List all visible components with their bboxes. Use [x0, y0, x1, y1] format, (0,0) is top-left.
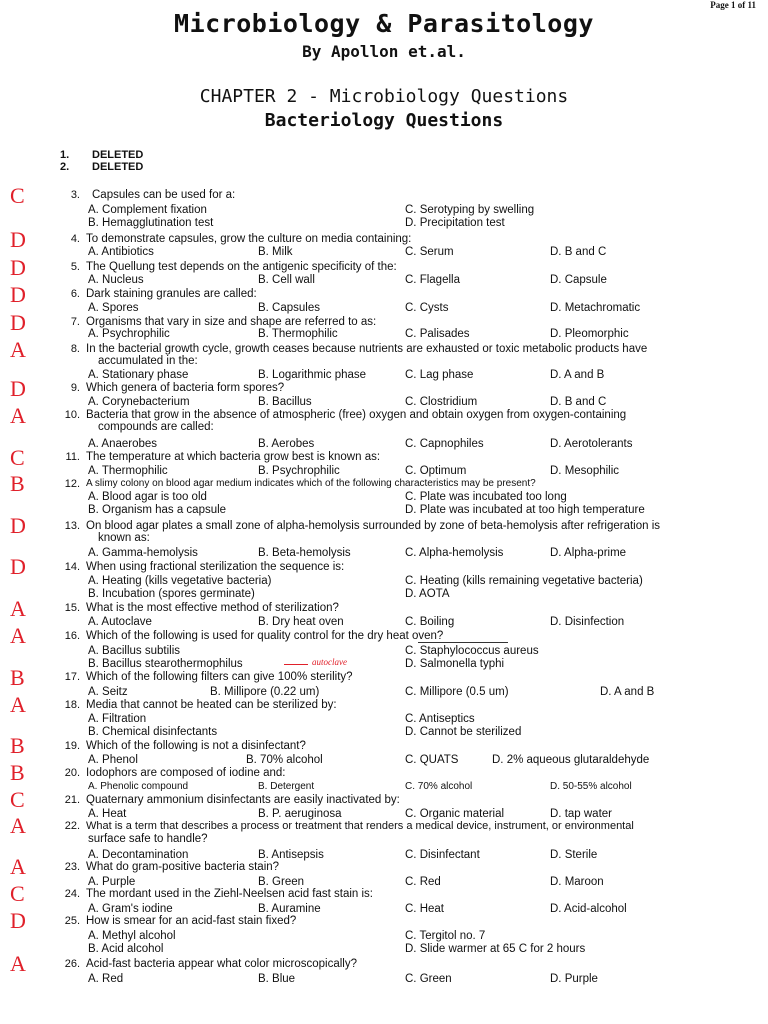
- authors: By Apollon et.al.: [302, 42, 466, 61]
- option: C. Heating (kills remaining vegetative bacteria): [405, 575, 643, 587]
- question-number: 10.: [64, 409, 80, 421]
- option: C. Tergitol no. 7: [405, 930, 486, 942]
- option: B. Capsules: [258, 302, 321, 314]
- question-number: 3.: [70, 189, 80, 201]
- option: C. Clostridium: [405, 396, 478, 408]
- question-number: 6.: [70, 288, 80, 300]
- option: D. Alpha-prime: [550, 547, 627, 559]
- option: D. B and C: [550, 396, 607, 408]
- option: B. Aerobes: [258, 438, 315, 450]
- question-text: How is smear for an acid-fast stain fixed?: [86, 915, 297, 927]
- document-title: Microbiology & Parasitology: [174, 9, 594, 38]
- deleted-number: 2.: [60, 161, 70, 173]
- question-text: What is a term that describes a process or treatment that renders a medical device, instrument, or environmental: [86, 820, 634, 832]
- answer-mark: D: [10, 908, 26, 933]
- option: D. 50-55% alcohol: [550, 781, 632, 792]
- option: B. Green: [258, 876, 305, 888]
- option: C. Boiling: [405, 616, 455, 628]
- question-text: accumulated in the:: [98, 355, 198, 367]
- chapter-heading: CHAPTER 2 - Microbiology Questions: [199, 86, 569, 107]
- question-text: known as:: [98, 532, 150, 544]
- option: D. Acid-alcohol: [550, 903, 627, 915]
- option: A. Decontamination: [88, 849, 189, 861]
- option: A. Gram's iodine: [88, 903, 173, 915]
- option: D. AOTA: [405, 588, 450, 600]
- question-number: 17.: [64, 671, 80, 683]
- question-text: Media that cannot be heated can be sterilized by:: [86, 699, 337, 711]
- option: A. Corynebacterium: [88, 396, 190, 408]
- option: A. Heating (kills vegetative bacteria): [88, 575, 272, 587]
- question-number: 5.: [70, 261, 80, 273]
- deleted-text: DELETED: [92, 161, 144, 173]
- answer-mark: D: [10, 282, 26, 307]
- option: B. Bacillus stearothermophilus: [88, 658, 243, 670]
- question-number: 18.: [64, 699, 80, 711]
- question-number: 8.: [70, 343, 80, 355]
- option: B. Dry heat oven: [258, 616, 344, 628]
- question-number: 13.: [64, 520, 80, 532]
- question-text: What do gram-positive bacteria stain?: [86, 861, 280, 873]
- question-text: Acid-fast bacteria appear what color microscopically?: [86, 958, 358, 970]
- question-number: 25.: [64, 915, 80, 927]
- question-text: Which of the following is not a disinfectant?: [86, 740, 306, 752]
- question-text: In the bacterial growth cycle, growth ceases because nutrients are exhausted or toxic metabolic products have: [86, 343, 648, 355]
- answer-mark: B: [10, 665, 25, 690]
- answer-mark: D: [10, 513, 26, 538]
- question-text: Which genera of bacteria form spores?: [86, 382, 285, 394]
- option: C. QUATS: [405, 754, 459, 766]
- option: A. Antibiotics: [88, 246, 154, 258]
- option: A. Methyl alcohol: [88, 930, 176, 942]
- option: C. Green: [405, 973, 452, 985]
- answer-mark: A: [10, 403, 26, 428]
- option: C. Organic material: [405, 808, 505, 820]
- answer-mark: A: [10, 596, 26, 621]
- option: C. Antiseptics: [405, 713, 475, 725]
- question-text: Dark staining granules are called:: [86, 288, 257, 300]
- answer-mark: D: [10, 227, 26, 252]
- question-text: Quaternary ammonium disinfectants are easily inactivated by:: [86, 794, 400, 806]
- option: A. Anaerobes: [88, 438, 158, 450]
- option: D. Metachromatic: [550, 302, 641, 314]
- option: A. Filtration: [88, 713, 147, 725]
- answer-mark: A: [10, 692, 26, 717]
- option: A. Complement fixation: [88, 204, 207, 216]
- answer-mark: A: [10, 623, 26, 648]
- option: C. Alpha-hemolysis: [405, 547, 504, 559]
- option: D. Plate was incubated at too high temperature: [405, 504, 645, 516]
- deleted-number: 1.: [60, 149, 70, 161]
- page-number: Page 1 of 11: [710, 0, 756, 10]
- option: A. Bacillus subtilis: [88, 645, 181, 657]
- option: D. Maroon: [550, 876, 604, 888]
- answer-mark: A: [10, 337, 26, 362]
- option: A. Blood agar is too old: [88, 491, 207, 503]
- question-text: To demonstrate capsules, grow the culture on media containing:: [86, 233, 412, 245]
- option: D. B and C: [550, 246, 607, 258]
- answer-mark: B: [10, 471, 25, 496]
- answer-mark: D: [10, 554, 26, 579]
- question-text: Which of the following is used for quality control for the dry heat oven?: [86, 630, 444, 642]
- option: B. Detergent: [258, 781, 315, 792]
- question-text: Iodophors are composed of iodine and:: [86, 767, 286, 779]
- option: A. Seitz: [88, 686, 128, 698]
- option: A. Autoclave: [88, 616, 152, 628]
- option: C. Lag phase: [405, 369, 474, 381]
- answer-mark: A: [10, 854, 26, 879]
- option: D. Salmonella typhi: [405, 658, 505, 670]
- option: B. Auramine: [258, 903, 321, 915]
- option: C. Cysts: [405, 302, 449, 314]
- option: A. Heat: [88, 808, 127, 820]
- option: D. Purple: [550, 973, 598, 985]
- answer-mark: C: [10, 183, 25, 208]
- answer-mark: B: [10, 733, 25, 758]
- question-number: 20.: [64, 767, 80, 779]
- option: C. Palisades: [405, 328, 470, 340]
- question-number: 22.: [64, 820, 80, 832]
- option: D. A and B: [550, 369, 605, 381]
- section-heading: Bacteriology Questions: [264, 110, 504, 131]
- option: D. Slide warmer at 65 C for 2 hours: [405, 943, 586, 955]
- question-number: 19.: [64, 740, 80, 752]
- question-text: The Quellung test depends on the antigenic specificity of the:: [86, 261, 397, 273]
- option: B. Chemical disinfectants: [88, 726, 218, 738]
- option: C. Disinfectant: [405, 849, 480, 861]
- option: C. Red: [405, 876, 441, 888]
- option: B. Antisepsis: [258, 849, 324, 861]
- option: D. Sterile: [550, 849, 598, 861]
- option: C. Plate was incubated too long: [405, 491, 567, 503]
- option: C. 70% alcohol: [405, 781, 473, 792]
- question-text: Capsules can be used for a:: [92, 189, 236, 201]
- answer-mark: C: [10, 881, 25, 906]
- option: C. Heat: [405, 903, 444, 915]
- option: B. Millipore (0.22 um): [210, 686, 320, 698]
- question-text: When using fractional sterilization the sequence is:: [86, 561, 345, 573]
- question-number: 7.: [70, 316, 80, 328]
- option: C. Optimum: [405, 465, 467, 477]
- question-text: What is the most effective method of sterilization?: [86, 602, 339, 614]
- option: B. Milk: [258, 246, 293, 258]
- answer-mark: C: [10, 445, 25, 470]
- option: C. Capnophiles: [405, 438, 484, 450]
- option: A. Thermophilic: [88, 465, 168, 477]
- option: D. 2% aqueous glutaraldehyde: [492, 754, 650, 766]
- option: A. Spores: [88, 302, 139, 314]
- question-number: 26.: [64, 958, 80, 970]
- question-text: compounds are called:: [98, 421, 214, 433]
- option: B. 70% alcohol: [246, 754, 323, 766]
- option: B. Hemagglutination test: [88, 217, 214, 229]
- option: B. Incubation (spores germinate): [88, 588, 255, 600]
- option: C. Millipore (0.5 um): [405, 686, 509, 698]
- option: A. Red: [88, 973, 124, 985]
- handwritten-note: autoclave: [312, 657, 347, 667]
- option: D. A and B: [600, 686, 655, 698]
- option: B. Logarithmic phase: [258, 369, 367, 381]
- option: B. Beta-hemolysis: [258, 547, 351, 559]
- underline-mark: [418, 642, 508, 643]
- question-number: 16.: [64, 630, 80, 642]
- answer-mark: C: [10, 787, 25, 812]
- option: B. Organism has a capsule: [88, 504, 227, 516]
- question-text: Which of the following filters can give 100% sterility?: [86, 671, 353, 683]
- answer-mark: D: [10, 255, 26, 280]
- question-text: surface safe to handle?: [88, 833, 208, 845]
- option: B. Cell wall: [258, 274, 315, 286]
- option: A. Phenolic compound: [88, 781, 189, 792]
- option: D. Precipitation test: [405, 217, 505, 229]
- question-text: Bacteria that grow in the absence of atmospheric (free) oxygen and obtain oxygen from oxygen-containing: [86, 409, 627, 421]
- question-number: 14.: [64, 561, 80, 573]
- option: A. Gamma-hemolysis: [88, 547, 198, 559]
- option: B. Acid alcohol: [88, 943, 164, 955]
- question-text: Organisms that vary in size and shape are referred to as:: [86, 316, 377, 328]
- option: D. Pleomorphic: [550, 328, 629, 340]
- option: A. Psychrophilic: [88, 328, 170, 340]
- option: D. Aerotolerants: [550, 438, 633, 450]
- option: B. Blue: [258, 973, 296, 985]
- option: A. Nucleus: [88, 274, 144, 286]
- question-number: 9.: [70, 382, 80, 394]
- option: D. Mesophilic: [550, 465, 620, 477]
- question-number: 12.: [64, 478, 80, 490]
- option: A. Stationary phase: [88, 369, 189, 381]
- answer-mark: B: [10, 760, 25, 785]
- question-text: The temperature at which bacteria grow best is known as:: [86, 451, 381, 463]
- question-number: 24.: [64, 888, 80, 900]
- option: D. tap water: [550, 808, 612, 820]
- option: D. Cannot be sterilized: [405, 726, 522, 738]
- question-number: 15.: [64, 602, 80, 614]
- option: B. Psychrophilic: [258, 465, 340, 477]
- question-text: On blood agar plates a small zone of alpha-hemolysis surrounded by zone of beta-hemolysis after refrigeration is: [86, 520, 661, 532]
- answer-mark: A: [10, 951, 26, 976]
- deleted-text: DELETED: [92, 149, 144, 161]
- question-number: 11.: [65, 451, 80, 463]
- option: C. Serotyping by swelling: [405, 204, 535, 216]
- question-text: A slimy colony on blood agar medium indicates which of the following characteristics may be present?: [86, 478, 536, 489]
- annotation-dash: [284, 664, 308, 665]
- question-number: 4.: [70, 233, 80, 245]
- answer-mark: A: [10, 813, 26, 838]
- option: A. Phenol: [88, 754, 138, 766]
- question-text: The mordant used in the Ziehl-Neelsen acid fast stain is:: [86, 888, 374, 900]
- option: D. Capsule: [550, 274, 607, 286]
- option: B. Bacillus: [258, 396, 312, 408]
- option: C. Serum: [405, 246, 454, 258]
- answer-mark: D: [10, 310, 26, 335]
- option: A. Purple: [88, 876, 136, 888]
- option: B. Thermophilic: [258, 328, 338, 340]
- option: D. Disinfection: [550, 616, 625, 628]
- option: C. Staphylococcus aureus: [405, 645, 539, 657]
- option: B. P. aeruginosa: [258, 808, 342, 820]
- option: C. Flagella: [405, 274, 460, 286]
- answer-mark: D: [10, 376, 26, 401]
- question-number: 23.: [64, 861, 80, 873]
- question-number: 21.: [64, 794, 80, 806]
